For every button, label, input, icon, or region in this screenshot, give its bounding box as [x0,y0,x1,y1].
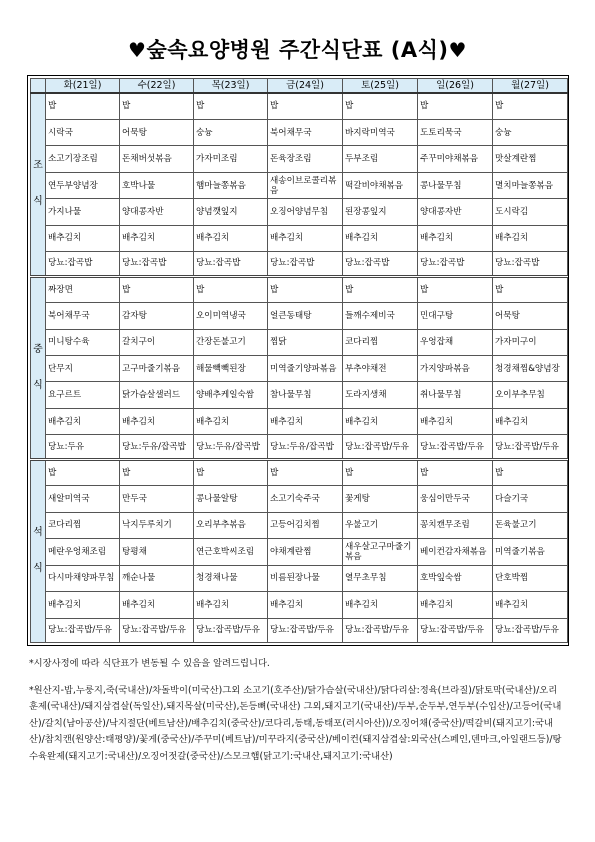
menu-cell: 미니탕수육 [46,329,120,355]
menu-cell: 양념깻잎지 [194,199,268,225]
menu-cell: 떡갈비야채볶음 [343,172,418,198]
menu-cell: 베이컨감자채볶음 [418,539,493,565]
menu-cell: 배추김치 [343,225,418,251]
menu-cell: 배추김치 [46,592,120,618]
menu-cell: 밥 [343,93,418,119]
day-header: 토(25일) [343,79,418,94]
menu-cell: 된장콩잎지 [343,199,418,225]
meal-label [31,93,46,276]
menu-cell: 어묵탕 [120,119,194,145]
meal-label [31,459,46,642]
menu-cell: 당뇨:잡곡밥/두유 [343,435,418,459]
menu-cell: 북어채무국 [268,119,343,145]
meal-label-gap [31,173,45,195]
menu-cell: 다시마채양파무침 [46,565,120,591]
menu-cell: 가자미구이 [493,329,568,355]
menu-cell: 참나물무침 [268,382,343,408]
menu-cell: 청경채찜&양념장 [493,356,568,382]
menu-cell: 닭가슴살샐러드 [120,382,194,408]
menu-cell: 새송이브로콜리볶음 [268,172,343,198]
meal-label-char: 조 [33,160,43,172]
day-header: 일(26일) [418,79,493,94]
menu-cell: 배추김치 [194,225,268,251]
menu-cell: 짜장면 [46,276,120,302]
menu-cell: 콩나물무침 [418,172,493,198]
menu-cell: 배추김치 [194,408,268,434]
menu-cell: 배추김치 [120,225,194,251]
menu-cell: 다슬기국 [493,486,568,512]
heart-icon: ♥ [448,38,467,62]
notes [29,656,565,765]
menu-cell: 갈치구이 [120,329,194,355]
menu-cell: 당뇨:잡곡밥/두유 [268,618,343,643]
menu-cell: 밥 [194,459,268,485]
menu-cell: 호박잎숙쌈 [418,565,493,591]
menu-cell: 숭늉 [194,119,268,145]
menu-cell: 웅심이만두국 [418,486,493,512]
menu-cell: 오리부추볶음 [194,512,268,538]
menu-cell: 간장돈불고기 [194,329,268,355]
menu-row [31,356,568,382]
menu-cell: 열무초무침 [343,565,418,591]
menu-cell: 당뇨:두유 [46,435,120,459]
menu-cell: 밥 [493,93,568,119]
menu-cell: 민대구탕 [418,303,493,329]
menu-cell: 밥 [120,459,194,485]
menu-cell: 새우살고구마줄기볶음 [343,539,418,565]
menu-cell: 양대콩자반 [120,199,194,225]
page-title [0,34,595,64]
menu-cell: 시락국 [46,119,120,145]
menu-cell: 숭늉 [493,119,568,145]
menu-cell: 소고기장조림 [46,146,120,172]
meal-label-char: 석 [33,527,43,539]
menu-cell: 오징어양념무침 [268,199,343,225]
menu-cell: 당뇨:잡곡밥/두유 [493,618,568,643]
menu-cell: 배추김치 [493,408,568,434]
menu-row [31,382,568,408]
menu-cell: 배추김치 [343,408,418,434]
menu-cell: 돈육장조림 [268,146,343,172]
menu-cell: 해물빽빽된장 [194,356,268,382]
menu-cell: 배추김치 [493,592,568,618]
meal-label-char: 식 [33,379,43,391]
menu-cell: 오이미역냉국 [194,303,268,329]
menu-cell: 당뇨:잡곡밥 [418,252,493,276]
menu-cell: 당뇨:두유/잡곡밥 [194,435,268,459]
menu-row [31,618,568,643]
menu-cell: 얼큰동태탕 [268,303,343,329]
menu-cell: 미역줄기볶음 [493,539,568,565]
menu-cell: 야채계란찜 [268,539,343,565]
menu-cell: 꽁치캔무조림 [418,512,493,538]
menu-cell: 배추김치 [46,408,120,434]
menu-cell: 취나물무침 [418,382,493,408]
menu-cell: 단무지 [46,356,120,382]
menu-cell: 돈육불고기 [493,512,568,538]
menu-cell: 밥 [120,93,194,119]
menu-cell: 당뇨:두유/잡곡밥 [268,435,343,459]
menu-cell: 멸치마늘쫑볶음 [493,172,568,198]
menu-row [31,408,568,434]
menu-row [31,539,568,565]
menu-cell: 배추김치 [268,592,343,618]
menu-cell: 두부조림 [343,146,418,172]
menu-row [31,172,568,198]
menu-row [31,565,568,591]
menu-cell: 요구르트 [46,382,120,408]
menu-cell: 당뇨:잡곡밥/두유 [120,618,194,643]
menu-cell: 오이부추무침 [493,382,568,408]
origin-text: *원산지-밥,누룽지,죽(국내산)/차돌박이(미국산)그외 소고기(호주산)/닭가슴살(국내산)/닭다리살:정육(브라질)/닭토막(국내산)/오리훈제(국내산)/돼지삼겹살(독일산),돼지목살(미국산),돈등뼈(국내산) 그외,돼지고기(국내산)/두부,순두부,연두부(수입산)/고등어(국내산)/갈치(남아공산)/낙지절단(베트남산)/배추김치(중국산)/코다리,동태,동태포(러시아산))/오징어채(중국산)/떡갈비(돼지고기:국내산)/참치캔(원양산:태평양)/꽃게(중국산)/주꾸미(베트남)/미꾸라지(중국산)/베이컨(돼지삼겹살:외국산(스페인,덴마크,아일랜드등)/탕수육완제(돼지고기:국내산)/오징어젓갈(중국산)/스모크햄(닭고기:국내산,돼지고기:국내산) [29,684,562,762]
menu-cell: 비름된장나물 [268,565,343,591]
meal-label-char: 중 [33,343,43,355]
menu-cell: 밥 [343,276,418,302]
menu-cell: 배추김치 [194,592,268,618]
menu-cell: 배추김치 [268,408,343,434]
menu-cell: 깨순나물 [120,565,194,591]
day-header: 금(24일) [268,79,343,94]
meal-label-gap [31,540,45,562]
menu-cell: 연근호박씨조림 [194,539,268,565]
meal-label-char: 식 [33,563,43,575]
menu-cell: 가자미조림 [194,146,268,172]
menu-cell: 당뇨:잡곡밥/두유 [418,618,493,643]
menu-cell: 당뇨:두유/잡곡밥 [120,435,194,459]
menu-cell: 햄마늘쫑볶음 [194,172,268,198]
menu-cell: 배추김치 [120,408,194,434]
menu-cell: 돈채버섯볶음 [120,146,194,172]
menu-row [31,512,568,538]
menu-cell: 당뇨:잡곡밥 [194,252,268,276]
menu-cell: 미역줄기양파볶음 [268,356,343,382]
menu-cell: 밥 [418,276,493,302]
menu-cell: 밥 [493,459,568,485]
menu-cell: 당뇨:잡곡밥/두유 [343,618,418,643]
header-corner [31,79,46,94]
meal-label-gap [31,357,45,379]
day-header: 목(23일) [194,79,268,94]
day-header: 수(22일) [120,79,194,94]
menu-cell: 배추김치 [418,592,493,618]
menu-cell: 탕평채 [120,539,194,565]
menu-cell: 단호박찜 [493,565,568,591]
menu-cell: 밥 [268,459,343,485]
menu-row [31,459,568,485]
menu-cell: 고구마줄기볶음 [120,356,194,382]
menu-cell: 당뇨:잡곡밥 [493,252,568,276]
menu-cell: 밥 [418,459,493,485]
menu-cell: 배추김치 [268,225,343,251]
menu-cell: 코다리찜 [46,512,120,538]
menu-cell: 콩나물알탕 [194,486,268,512]
meal-label-char: 식 [33,196,43,208]
menu-row [31,252,568,276]
menu-cell: 우엉잡채 [418,329,493,355]
menu-body [31,93,568,643]
menu-row [31,276,568,302]
menu-row [31,225,568,251]
menu-cell: 당뇨:잡곡밥 [120,252,194,276]
menu-row [31,592,568,618]
menu-cell: 맛살계란찜 [493,146,568,172]
menu-cell: 호박나물 [120,172,194,198]
menu-cell: 당뇨:잡곡밥/두유 [418,435,493,459]
menu-cell: 당뇨:잡곡밥/두유 [194,618,268,643]
menu-row [31,435,568,459]
menu-cell: 소고기숙주국 [268,486,343,512]
menu-row [31,199,568,225]
menu-cell: 당뇨:잡곡밥 [46,252,120,276]
menu-cell: 가지나물 [46,199,120,225]
meal-label [31,276,46,459]
menu-cell: 당뇨:잡곡밥 [268,252,343,276]
menu-cell: 만두국 [120,486,194,512]
menu-cell: 밥 [343,459,418,485]
menu-cell: 밥 [493,276,568,302]
title-text: 숲속요양병원 주간식단표 (A식) [146,38,449,62]
menu-cell: 도토리묵국 [418,119,493,145]
menu-cell: 찜닭 [268,329,343,355]
heart-icon: ♥ [128,38,147,62]
day-header-row [31,79,568,94]
menu-cell: 배추김치 [418,225,493,251]
menu-cell: 들깨수제비국 [343,303,418,329]
menu-cell: 낙지두루치기 [120,512,194,538]
menu-cell: 배추김치 [418,408,493,434]
menu-cell: 배추김치 [120,592,194,618]
menu-row [31,93,568,119]
menu-cell: 가지양파볶음 [418,356,493,382]
menu-cell: 도시락김 [493,199,568,225]
menu-cell: 북어채무국 [46,303,120,329]
menu-row [31,303,568,329]
day-header: 월(27일) [493,79,568,94]
menu-cell: 밥 [46,459,120,485]
menu-cell: 당뇨:잡곡밥/두유 [46,618,120,643]
weekly-menu-table [30,78,568,643]
menu-cell: 청경채나물 [194,565,268,591]
menu-cell: 도라지생채 [343,382,418,408]
menu-cell: 밥 [418,93,493,119]
menu-cell: 밥 [120,276,194,302]
menu-cell: 고등어김치찜 [268,512,343,538]
menu-cell: 밥 [268,93,343,119]
menu-cell: 배추김치 [46,225,120,251]
menu-cell: 부추야채전 [343,356,418,382]
menu-cell: 바지락미역국 [343,119,418,145]
menu-cell: 밥 [194,93,268,119]
menu-cell: 양대콩자반 [418,199,493,225]
menu-cell: 메란우엉채조림 [46,539,120,565]
menu-cell: 꽃게탕 [343,486,418,512]
menu-cell: 밥 [194,276,268,302]
menu-cell: 배추김치 [343,592,418,618]
menu-cell: 새알미역국 [46,486,120,512]
menu-cell: 밥 [46,93,120,119]
menu-row [31,119,568,145]
menu-cell: 연두부양념장 [46,172,120,198]
menu-cell: 당뇨:잡곡밥 [343,252,418,276]
menu-cell: 당뇨:잡곡밥/두유 [493,435,568,459]
day-header: 화(21일) [46,79,120,94]
menu-cell: 어묵탕 [493,303,568,329]
menu-cell: 양배추케일숙쌈 [194,382,268,408]
menu-row [31,486,568,512]
menu-cell: 감자탕 [120,303,194,329]
menu-row [31,329,568,355]
menu-cell: 우불고기 [343,512,418,538]
menu-cell: 배추김치 [493,225,568,251]
menu-row [31,146,568,172]
menu-cell: 밥 [268,276,343,302]
menu-cell: 주꾸미야채볶음 [418,146,493,172]
menu-cell: 코다리찜 [343,329,418,355]
notice-text: *시장사정에 따라 식단표가 변동될 수 있음을 알려드립니다. [29,658,270,669]
